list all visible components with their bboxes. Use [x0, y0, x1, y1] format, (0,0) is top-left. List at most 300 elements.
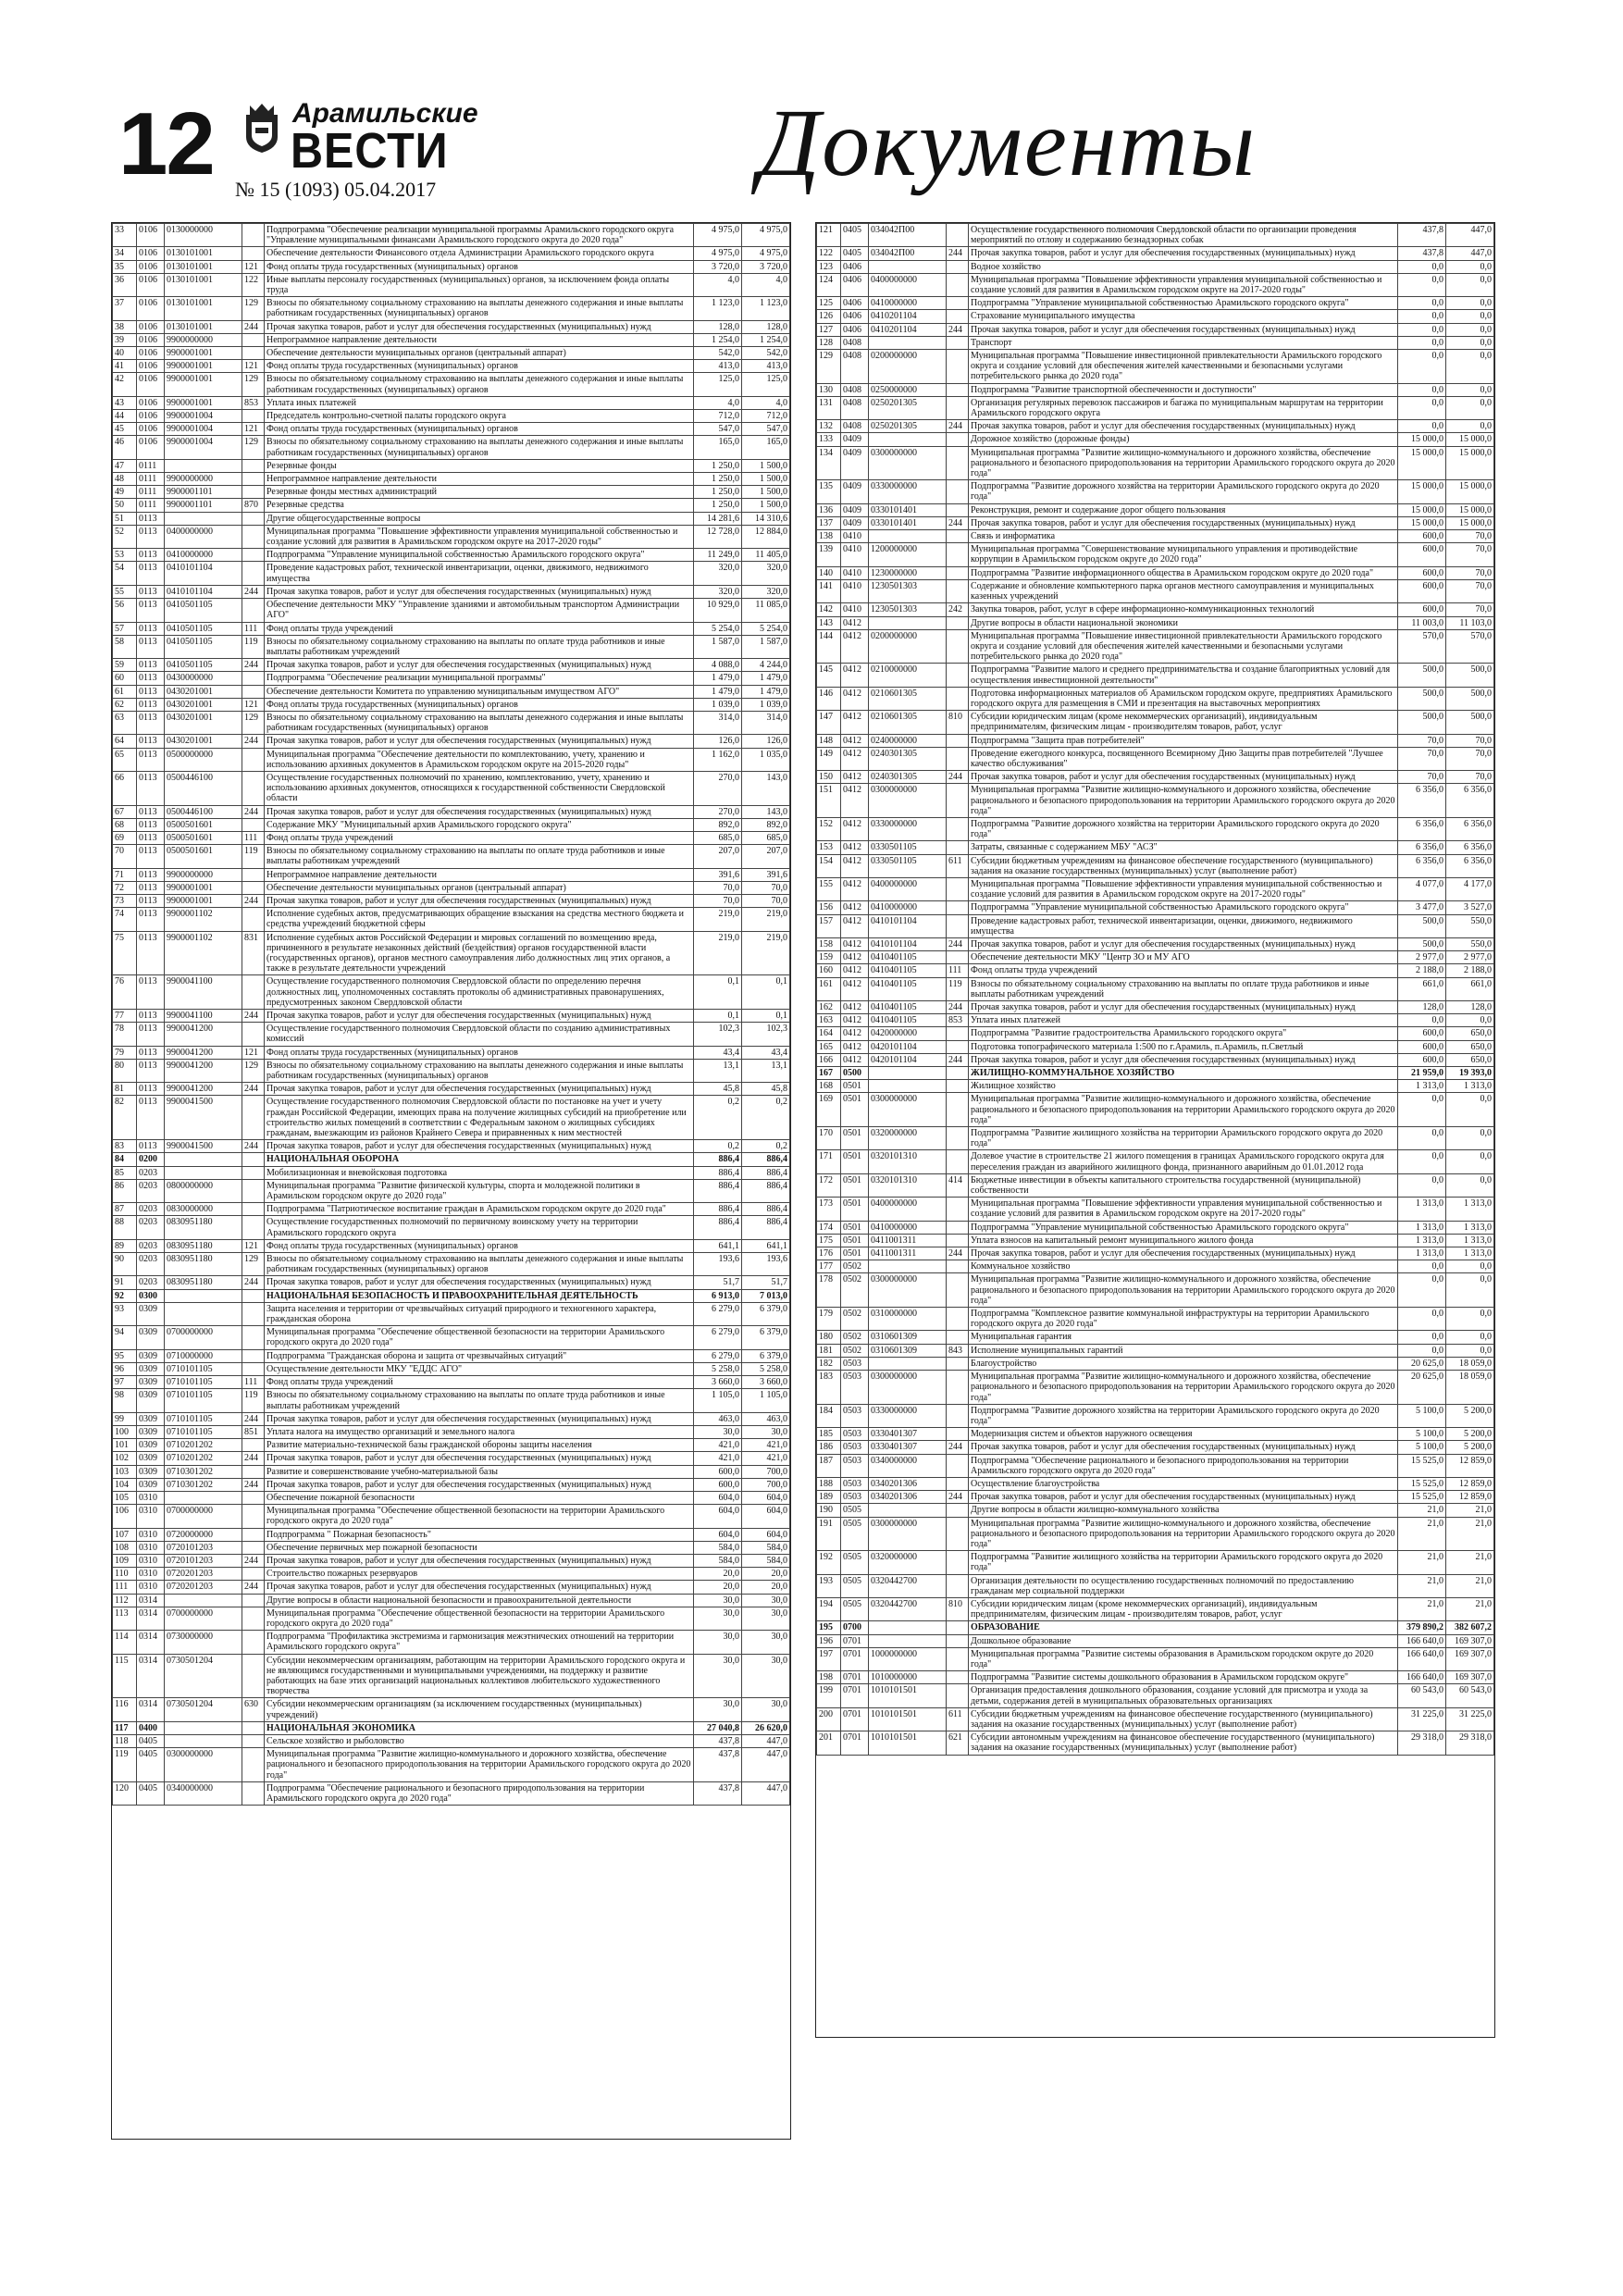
amount-2018: 600,0 — [1398, 1053, 1446, 1066]
row-number: 60 — [113, 672, 137, 685]
target-code: 9900001004 — [165, 436, 242, 459]
expense-type — [947, 1331, 969, 1344]
target-code — [165, 1289, 242, 1302]
amount-2019: 4 244,0 — [742, 659, 790, 672]
newspaper-name-line2: ВЕСТИ — [291, 123, 449, 179]
target-code: 0720101203 — [165, 1541, 242, 1554]
table-row — [817, 350, 1494, 384]
item-name: Благоустройство — [969, 1357, 1398, 1370]
section-code: 0309 — [137, 1412, 165, 1425]
amount-2018: 1 313,0 — [1398, 1221, 1446, 1234]
item-name: Муниципальная программа "Совершенствование муниципального управления и противодействие коррупции в Арамильском городском округе до 2020 года" — [969, 543, 1398, 566]
amount-2018: 21,0 — [1398, 1574, 1446, 1597]
amount-2019: 547,0 — [742, 423, 790, 436]
expense-type — [947, 629, 969, 664]
row-number: 172 — [817, 1173, 841, 1197]
amount-2019: 14 310,6 — [742, 512, 790, 525]
item-name: Связь и информатика — [969, 530, 1398, 543]
table-row — [113, 1748, 790, 1782]
amount-2019: 6 356,0 — [1446, 841, 1494, 854]
amount-2018: 604,0 — [694, 1528, 742, 1541]
amount-2019: 6 379,0 — [742, 1302, 790, 1325]
target-code: 0410201104 — [869, 323, 947, 336]
section-code: 0412 — [841, 664, 869, 687]
item-name: Взносы по обязательному социальному страхованию на выплаты денежного содержания и иные выплаты работникам государственных (муниципальных) органов — [265, 436, 694, 459]
table-row — [817, 1491, 1494, 1504]
section-code: 0113 — [137, 672, 165, 685]
section-code: 0412 — [841, 951, 869, 964]
amount-2018: 600,0 — [1398, 543, 1446, 566]
section-code: 0501 — [841, 1198, 869, 1221]
target-code — [165, 1721, 242, 1734]
row-number: 112 — [113, 1594, 137, 1607]
item-name: Исполнение судебных актов Российской Федерации и мировых соглашений по возмещению вреда, причиненного в результате незаконных действий (бездействия) органов государственной власти (государственных органов), органов местного самоуправления либо должностных лиц этих органов, а также в результате деятельности учреждений — [265, 931, 694, 975]
target-code: 9900001001 — [165, 894, 242, 907]
row-number: 34 — [113, 247, 137, 260]
target-code: 0710201202 — [165, 1439, 242, 1452]
target-code: 0411001311 — [869, 1234, 947, 1247]
section-code: 0412 — [841, 937, 869, 950]
table-row — [113, 347, 790, 360]
target-code: 0130101001 — [165, 320, 242, 333]
row-number: 198 — [817, 1671, 841, 1684]
target-code: 9900001102 — [165, 931, 242, 975]
item-name: Прочая закупка товаров, работ и услуг для обеспечения государственных (муниципальных) нужд — [265, 805, 694, 818]
table-row — [817, 336, 1494, 349]
expense-type — [242, 672, 265, 685]
expense-type — [947, 1504, 969, 1517]
amount-2018: 29 318,0 — [1398, 1731, 1446, 1755]
table-row — [817, 784, 1494, 818]
item-name: Подпрограмма "Управление муниципальной собственностью Арамильского городского округа" — [969, 1221, 1398, 1234]
expense-type: 244 — [242, 1478, 265, 1491]
row-number: 54 — [113, 562, 137, 585]
row-number: 139 — [817, 543, 841, 566]
expense-type — [947, 1027, 969, 1040]
row-number: 146 — [817, 687, 841, 710]
section-code: 0409 — [841, 516, 869, 529]
amount-2018: 886,4 — [694, 1216, 742, 1239]
row-number: 81 — [113, 1083, 137, 1096]
amount-2018: 15 000,0 — [1398, 516, 1446, 529]
item-name: Прочая закупка товаров, работ и услуг для обеспечения государственных (муниципальных) нужд — [265, 320, 694, 333]
row-number: 48 — [113, 473, 137, 486]
amount-2018: 0,0 — [1398, 396, 1446, 419]
section-code: 0113 — [137, 881, 165, 894]
item-name: Подпрограмма "Развитие системы дошкольного образования в Арамильском городском округе" — [969, 1671, 1398, 1684]
expense-type — [947, 877, 969, 900]
section-code: 0113 — [137, 549, 165, 562]
section-code: 0113 — [137, 698, 165, 711]
row-number: 83 — [113, 1140, 137, 1153]
table-row — [817, 1597, 1494, 1620]
table-row — [817, 1260, 1494, 1273]
amount-2019: 15 000,0 — [1446, 480, 1494, 503]
table-row — [113, 881, 790, 894]
amount-2019: 2 977,0 — [1446, 951, 1494, 964]
section-code: 0106 — [137, 297, 165, 320]
expense-type — [242, 224, 265, 247]
section-code: 0701 — [841, 1671, 869, 1684]
amount-2019: 1 313,0 — [1446, 1080, 1494, 1093]
amount-2019: 650,0 — [1446, 1040, 1494, 1053]
section-code: 0309 — [137, 1452, 165, 1465]
expense-type — [947, 566, 969, 579]
expense-type — [242, 771, 265, 805]
section-code: 0400 — [137, 1721, 165, 1734]
table-row — [113, 622, 790, 635]
amount-2019: 18 059,0 — [1446, 1371, 1494, 1405]
section-code: 0412 — [841, 877, 869, 900]
amount-2019: 70,0 — [1446, 734, 1494, 747]
expense-type: 122 — [242, 273, 265, 296]
amount-2018: 500,0 — [1398, 914, 1446, 937]
table-row — [113, 436, 790, 459]
section-code: 0505 — [841, 1574, 869, 1597]
row-number: 114 — [113, 1631, 137, 1654]
table-row — [817, 503, 1494, 516]
amount-2018: 207,0 — [694, 845, 742, 868]
table-row — [113, 1581, 790, 1594]
section-code: 0203 — [137, 1253, 165, 1276]
target-code: 0130101001 — [165, 260, 242, 273]
target-code: 0420101104 — [869, 1053, 947, 1066]
section-code: 0314 — [137, 1698, 165, 1721]
amount-2019: 0,0 — [1446, 310, 1494, 323]
expense-type — [242, 512, 265, 525]
section-code: 0410 — [841, 566, 869, 579]
item-name: Взносы по обязательному социальному страхованию на выплаты денежного содержания и иные выплаты работникам государственных (муниципальных) органов — [265, 373, 694, 396]
amount-2018: 685,0 — [694, 831, 742, 844]
amount-2018: 320,0 — [694, 562, 742, 585]
amount-2018: 600,0 — [1398, 566, 1446, 579]
section-code: 0412 — [841, 854, 869, 877]
row-number: 128 — [817, 336, 841, 349]
section-code: 0106 — [137, 333, 165, 346]
expense-type: 111 — [947, 964, 969, 977]
item-name: Фонд оплаты труда учреждений — [969, 964, 1398, 977]
table-row — [113, 1059, 790, 1082]
amount-2019: 1 313,0 — [1446, 1234, 1494, 1247]
expense-type: 611 — [947, 854, 969, 877]
amount-2019: 30,0 — [742, 1631, 790, 1654]
item-name: Подпрограмма "Развитие транспортной обеспеченности и доступности" — [969, 383, 1398, 396]
row-number: 86 — [113, 1179, 137, 1202]
amount-2019: 11 085,0 — [742, 599, 790, 622]
expense-type: 111 — [242, 622, 265, 635]
row-number: 87 — [113, 1203, 137, 1216]
target-code — [165, 1302, 242, 1325]
row-number: 93 — [113, 1302, 137, 1325]
expense-type — [947, 224, 969, 247]
amount-2019: 447,0 — [1446, 247, 1494, 260]
item-name: Обеспечение деятельности Финансового отдела Администрации Арамильского городского округа — [265, 247, 694, 260]
row-number: 179 — [817, 1308, 841, 1331]
section-code: 0505 — [841, 1551, 869, 1574]
item-name: Непрограммное направление деятельности — [265, 333, 694, 346]
table-row — [817, 433, 1494, 446]
amount-2019: 193,6 — [742, 1253, 790, 1276]
item-name: Муниципальная программа "Развитие системы образования в Арамильском городском округе до 2020 года" — [969, 1647, 1398, 1670]
amount-2019: 0,0 — [1446, 273, 1494, 296]
amount-2018: 102,3 — [694, 1023, 742, 1046]
amount-2019: 886,4 — [742, 1179, 790, 1202]
target-code: 0130101001 — [165, 273, 242, 296]
amount-2019: 5 258,0 — [742, 1362, 790, 1375]
expense-type: 630 — [242, 1698, 265, 1721]
amount-2018: 886,4 — [694, 1179, 742, 1202]
target-code: 9900001001 — [165, 373, 242, 396]
item-name: Содержание МКУ "Муниципальный архив Арамильского городского округа" — [265, 818, 694, 831]
amount-2018: 500,0 — [1398, 687, 1446, 710]
amount-2019: 128,0 — [1446, 1001, 1494, 1014]
table-row — [113, 748, 790, 771]
section-code: 0113 — [137, 1059, 165, 1082]
item-name: Муниципальная программа "Повышение эффективности управления муниципальной собственностью и создание условий для развития в Арамильском городском округе на 2017-2020 годы" — [969, 273, 1398, 296]
table-row — [817, 323, 1494, 336]
row-number: 118 — [113, 1734, 137, 1747]
expense-type: 244 — [242, 1581, 265, 1594]
amount-2019: 70,0 — [1446, 543, 1494, 566]
item-name: Водное хозяйство — [969, 260, 1398, 273]
amount-2019: 5 200,0 — [1446, 1404, 1494, 1427]
amount-2018: 21 959,0 — [1398, 1067, 1446, 1080]
row-number: 117 — [113, 1721, 137, 1734]
amount-2018: 600,0 — [1398, 530, 1446, 543]
table-row — [817, 747, 1494, 770]
item-name: Развитие и совершенствование учебно-материальной базы — [265, 1465, 694, 1478]
item-name: Исполнение муниципальных гарантий — [969, 1344, 1398, 1357]
expense-type — [947, 1551, 969, 1574]
expense-type — [242, 549, 265, 562]
target-code: 1000000000 — [869, 1647, 947, 1670]
expense-type: 244 — [947, 1441, 969, 1454]
amount-2019: 30,0 — [742, 1594, 790, 1607]
table-row — [817, 297, 1494, 310]
target-code — [869, 433, 947, 446]
amount-2019: 5 200,0 — [1446, 1428, 1494, 1441]
row-number: 91 — [113, 1276, 137, 1289]
row-number: 120 — [113, 1781, 137, 1805]
target-code: 0500000000 — [165, 748, 242, 771]
target-code: 9900001001 — [165, 881, 242, 894]
amount-2019: 70,0 — [1446, 566, 1494, 579]
target-code: 0410401105 — [869, 977, 947, 1000]
row-number: 164 — [817, 1027, 841, 1040]
expense-type: 244 — [242, 805, 265, 818]
section-code: 0412 — [841, 817, 869, 840]
table-row — [113, 868, 790, 881]
row-number: 149 — [817, 747, 841, 770]
expense-type — [242, 459, 265, 472]
amount-2018: 43,4 — [694, 1046, 742, 1059]
amount-2018: 5 254,0 — [694, 622, 742, 635]
table-row — [817, 1173, 1494, 1197]
amount-2018: 0,0 — [1398, 420, 1446, 433]
amount-2018: 4,0 — [694, 273, 742, 296]
table-row — [113, 360, 790, 373]
row-number: 46 — [113, 436, 137, 459]
item-name: Прочая закупка товаров, работ и услуг для обеспечения государственных (муниципальных) нужд — [969, 1491, 1398, 1504]
item-name: Прочая закупка товаров, работ и услуг для обеспечения государственных (муниципальных) нужд — [265, 1581, 694, 1594]
table-row — [113, 771, 790, 805]
amount-2018: 0,0 — [1398, 260, 1446, 273]
expense-type — [242, 1023, 265, 1046]
amount-2019: 2 188,0 — [1446, 964, 1494, 977]
row-number: 134 — [817, 446, 841, 480]
table-row — [113, 1179, 790, 1202]
table-row — [817, 877, 1494, 900]
expense-type — [947, 579, 969, 602]
target-code — [165, 512, 242, 525]
table-row — [817, 687, 1494, 710]
row-number: 119 — [113, 1748, 137, 1782]
amount-2019: 886,4 — [742, 1153, 790, 1166]
item-name: Фонд оплаты труда учреждений — [265, 622, 694, 635]
item-name: Фонд оплаты труда государственных (муниципальных) органов — [265, 360, 694, 373]
table-row — [817, 1040, 1494, 1053]
section-code: 0701 — [841, 1731, 869, 1755]
section-code: 0113 — [137, 748, 165, 771]
amount-2019: 20,0 — [742, 1581, 790, 1594]
section-code: 0701 — [841, 1707, 869, 1731]
table-row — [113, 698, 790, 711]
item-name: Взносы по обязательному социальному страхованию на выплаты денежного содержания и иные выплаты работникам государственных (муниципальных) органов — [265, 711, 694, 734]
item-name: Подпрограмма "Развитие жилищного хозяйства на территории Арамильского городского округа до 2020 года" — [969, 1551, 1398, 1574]
item-name: Фонд оплаты труда государственных (муниципальных) органов — [265, 423, 694, 436]
table-row — [113, 1046, 790, 1059]
section-code: 0203 — [137, 1203, 165, 1216]
item-name: Фонд оплаты труда учреждений — [265, 1376, 694, 1389]
target-code: 1010101501 — [869, 1707, 947, 1731]
target-code — [869, 1621, 947, 1634]
section-code: 0113 — [137, 562, 165, 585]
amount-2019: 70,0 — [1446, 579, 1494, 602]
table-row — [817, 734, 1494, 747]
expense-type — [242, 1203, 265, 1216]
table-row — [817, 530, 1494, 543]
row-number: 73 — [113, 894, 137, 907]
section-code: 0314 — [137, 1607, 165, 1630]
row-number: 37 — [113, 297, 137, 320]
amount-2019: 500,0 — [1446, 711, 1494, 734]
target-code: 0710301202 — [165, 1478, 242, 1491]
table-row — [113, 297, 790, 320]
row-number: 191 — [817, 1517, 841, 1551]
table-row — [113, 273, 790, 296]
section-code: 0309 — [137, 1465, 165, 1478]
row-number: 150 — [817, 771, 841, 784]
target-code: 0430201001 — [165, 685, 242, 698]
item-name: Обеспечение деятельности муниципальных органов (центральный аппарат) — [265, 881, 694, 894]
section-code: 0505 — [841, 1597, 869, 1620]
row-number: 104 — [113, 1478, 137, 1491]
expense-type — [242, 1594, 265, 1607]
section-code: 0309 — [137, 1389, 165, 1412]
item-name: Прочая закупка товаров, работ и услуг для обеспечения государственных (муниципальных) нужд — [265, 894, 694, 907]
row-number: 137 — [817, 516, 841, 529]
amount-2019: 143,0 — [742, 805, 790, 818]
section-code: 0113 — [137, 818, 165, 831]
right-table — [816, 223, 1494, 1756]
section-code: 0314 — [137, 1631, 165, 1654]
amount-2018: 1 123,0 — [694, 297, 742, 320]
row-number: 190 — [817, 1504, 841, 1517]
row-number: 92 — [113, 1289, 137, 1302]
table-row — [817, 964, 1494, 977]
target-code: 0310601309 — [869, 1344, 947, 1357]
target-code: 0410000000 — [869, 297, 947, 310]
target-code: 9900041200 — [165, 1023, 242, 1046]
expense-type — [242, 599, 265, 622]
amount-2019: 18 059,0 — [1446, 1357, 1494, 1370]
amount-2019: 70,0 — [742, 881, 790, 894]
row-number: 47 — [113, 459, 137, 472]
row-number: 39 — [113, 333, 137, 346]
amount-2019: 60 543,0 — [1446, 1684, 1494, 1707]
expense-type — [242, 1216, 265, 1239]
table-row — [817, 396, 1494, 419]
section-code: 0113 — [137, 711, 165, 734]
expense-type: 244 — [242, 1452, 265, 1465]
row-number: 84 — [113, 1153, 137, 1166]
table-row — [113, 373, 790, 396]
amount-2019: 886,4 — [742, 1203, 790, 1216]
target-code: 0250201305 — [869, 420, 947, 433]
table-row — [113, 672, 790, 685]
amount-2018: 20,0 — [694, 1568, 742, 1581]
amount-2019: 13,1 — [742, 1059, 790, 1082]
target-code: 0410401105 — [869, 1014, 947, 1027]
expense-type: 111 — [242, 831, 265, 844]
expense-type: 244 — [242, 659, 265, 672]
row-number: 69 — [113, 831, 137, 844]
row-number: 100 — [113, 1425, 137, 1438]
item-name: Исполнение судебных актов, предусматривающих обращение взыскания на средства местного бюджета и средства учреждений бюджетной сферы — [265, 908, 694, 931]
item-name: Осуществление государственных полномочий по первичному воинскому учету на территории Арамильского городского округа — [265, 1216, 694, 1239]
amount-2018: 600,0 — [1398, 1027, 1446, 1040]
section-code: 0701 — [841, 1647, 869, 1670]
expense-type — [947, 914, 969, 937]
amount-2019: 700,0 — [742, 1465, 790, 1478]
table-row — [817, 1014, 1494, 1027]
section-code: 0113 — [137, 512, 165, 525]
table-row — [817, 1344, 1494, 1357]
target-code: 0300000000 — [869, 1371, 947, 1405]
table-row — [113, 1023, 790, 1046]
item-name: Организация регулярных перевозок пассажиров и багажа по муниципальным маршрутам на территории Арамильского городского округа — [969, 396, 1398, 419]
item-name: Субсидии бюджетным учреждениям на финансовое обеспечение государственного (муниципального) задания на оказание государственных (муниципальных) услуг (выполнение работ) — [969, 1707, 1398, 1731]
amount-2018: 0,0 — [1398, 273, 1446, 296]
row-number: 167 — [817, 1067, 841, 1080]
amount-2018: 600,0 — [694, 1478, 742, 1491]
target-code: 0730501204 — [165, 1654, 242, 1698]
expense-type — [947, 1517, 969, 1551]
row-number: 78 — [113, 1023, 137, 1046]
target-code: 0830951180 — [165, 1253, 242, 1276]
item-name: Взносы по обязательному социальному страхованию на выплаты по оплате труда работников и иные выплаты работникам учреждений — [969, 977, 1398, 1000]
target-code: 9900041200 — [165, 1083, 242, 1096]
amount-2019: 1 254,0 — [742, 333, 790, 346]
target-code: 0410401105 — [869, 1001, 947, 1014]
section-code: 0106 — [137, 273, 165, 296]
amount-2018: 600,0 — [1398, 579, 1446, 602]
expense-type: 129 — [242, 1059, 265, 1082]
amount-2018: 4 088,0 — [694, 659, 742, 672]
amount-2018: 0,0 — [1398, 1150, 1446, 1173]
amount-2019: 1 105,0 — [742, 1389, 790, 1412]
expense-type: 244 — [947, 516, 969, 529]
